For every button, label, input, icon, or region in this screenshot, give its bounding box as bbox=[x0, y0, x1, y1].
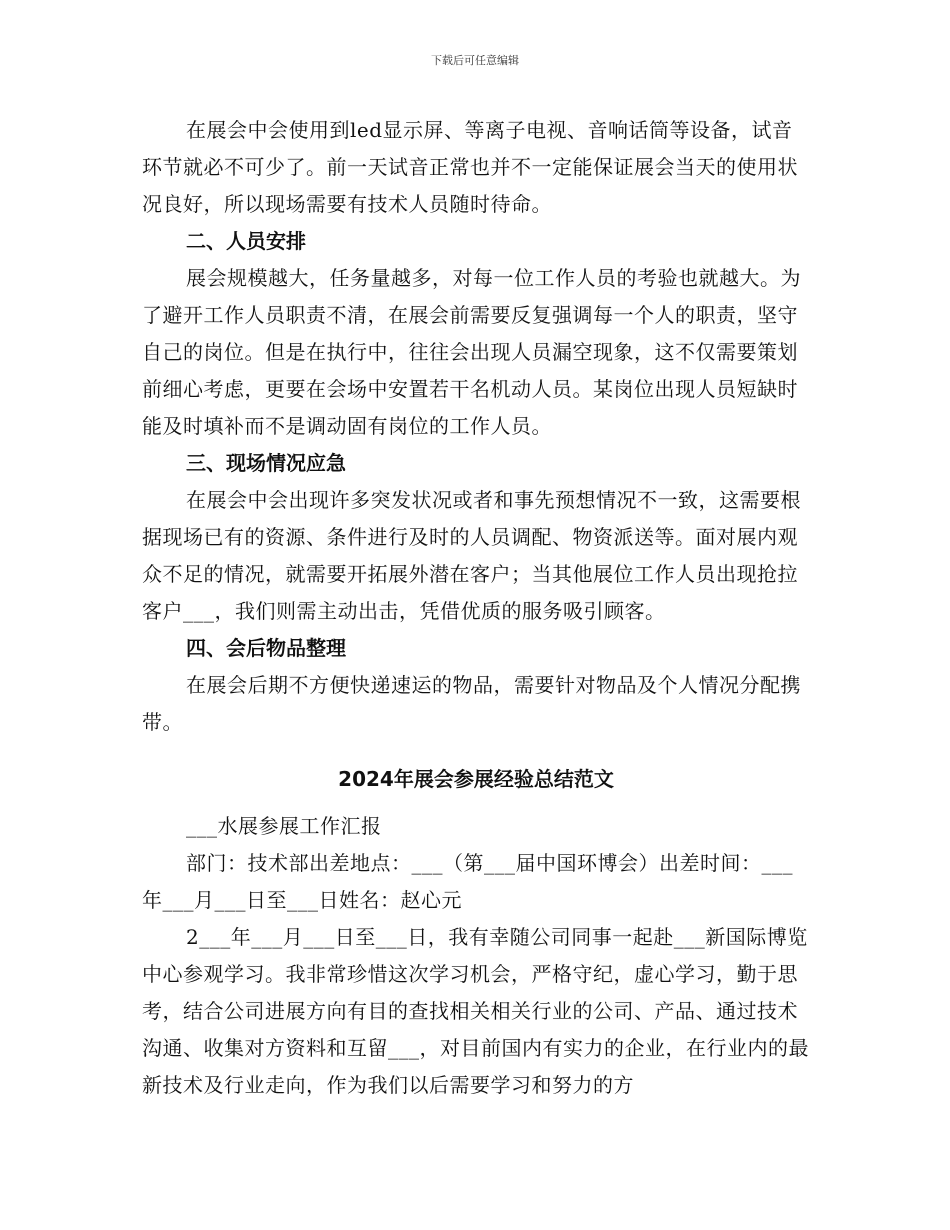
paragraph-staff-arrangement: 展会规模越大，任务量越多，对每一位工作人员的考验也就越大。为了避开工作人员职责不清，在展会前需要反复强调每一个人的职责，坚守自己的岗位。但是在执行中，往往会出现人员漏空现象，这不仅需要策划前细心考虑，更要在会场中安置若干名机动人员。某岗位出现人员短缺时能及时填补而不是调动固有岗位的工作人员。 bbox=[142, 266, 801, 438]
heading-onsite-emergency: 三、现场情况应急 bbox=[186, 451, 346, 475]
article-title: 2024年展会参展经验总结范文 bbox=[338, 767, 614, 791]
heading-post-event-items: 四、会后物品整理 bbox=[186, 636, 346, 660]
report-title-line: ___水展参展工作汇报 bbox=[186, 814, 382, 838]
document-body bbox=[142, 112, 810, 1104]
heading-staff-arrangement: 二、人员安排 bbox=[186, 229, 306, 253]
paragraph-post-event-items: 在展会后期不方便快递速运的物品，需要针对物品及个人情况分配携带。 bbox=[142, 673, 801, 734]
paragraph-equipment-testing: 在展会中会使用到led显示屏、等离子电视、音响话筒等设备，试音环节就必不可少了。前一天试音正常也并不一定能保证展会当天的使用状况良好，所以现场需要有技术人员随时待命。 bbox=[142, 118, 798, 216]
paragraph-report-body: 2___年___月___日至___日，我有幸随公司同事一起赴___新国际博览中心参观学习。我非常珍惜这次学习机会，严格守纪，虚心学习，勤于思考，结合公司进展方向有目的查找相关相关行业的公司、产品、通过技术沟通、收集对方资料和互留___，对目前国内有实力的企业，在行业内的最新技术及行业走向，作为我们以后需要学习和努力的方 bbox=[142, 925, 809, 1097]
report-meta-line: 部门：技术部出差地点：___（第___届中国环博会）出差时间：___年___月___日至___日姓名：赵心元 bbox=[142, 851, 793, 912]
paragraph-onsite-emergency: 在展会中会出现许多突发状况或者和事先预想情况不一致，这需要根据现场已有的资源、条件进行及时的人员调配、物资派送等。面对展内观众不足的情况，就需要开拓展外潜在客户；当其他展位工作人员出现抢拉客户___，我们则需主动出击，凭借优质的服务吸引顾客。 bbox=[142, 488, 801, 623]
page-header: 下载后可任意编辑 bbox=[431, 54, 519, 67]
